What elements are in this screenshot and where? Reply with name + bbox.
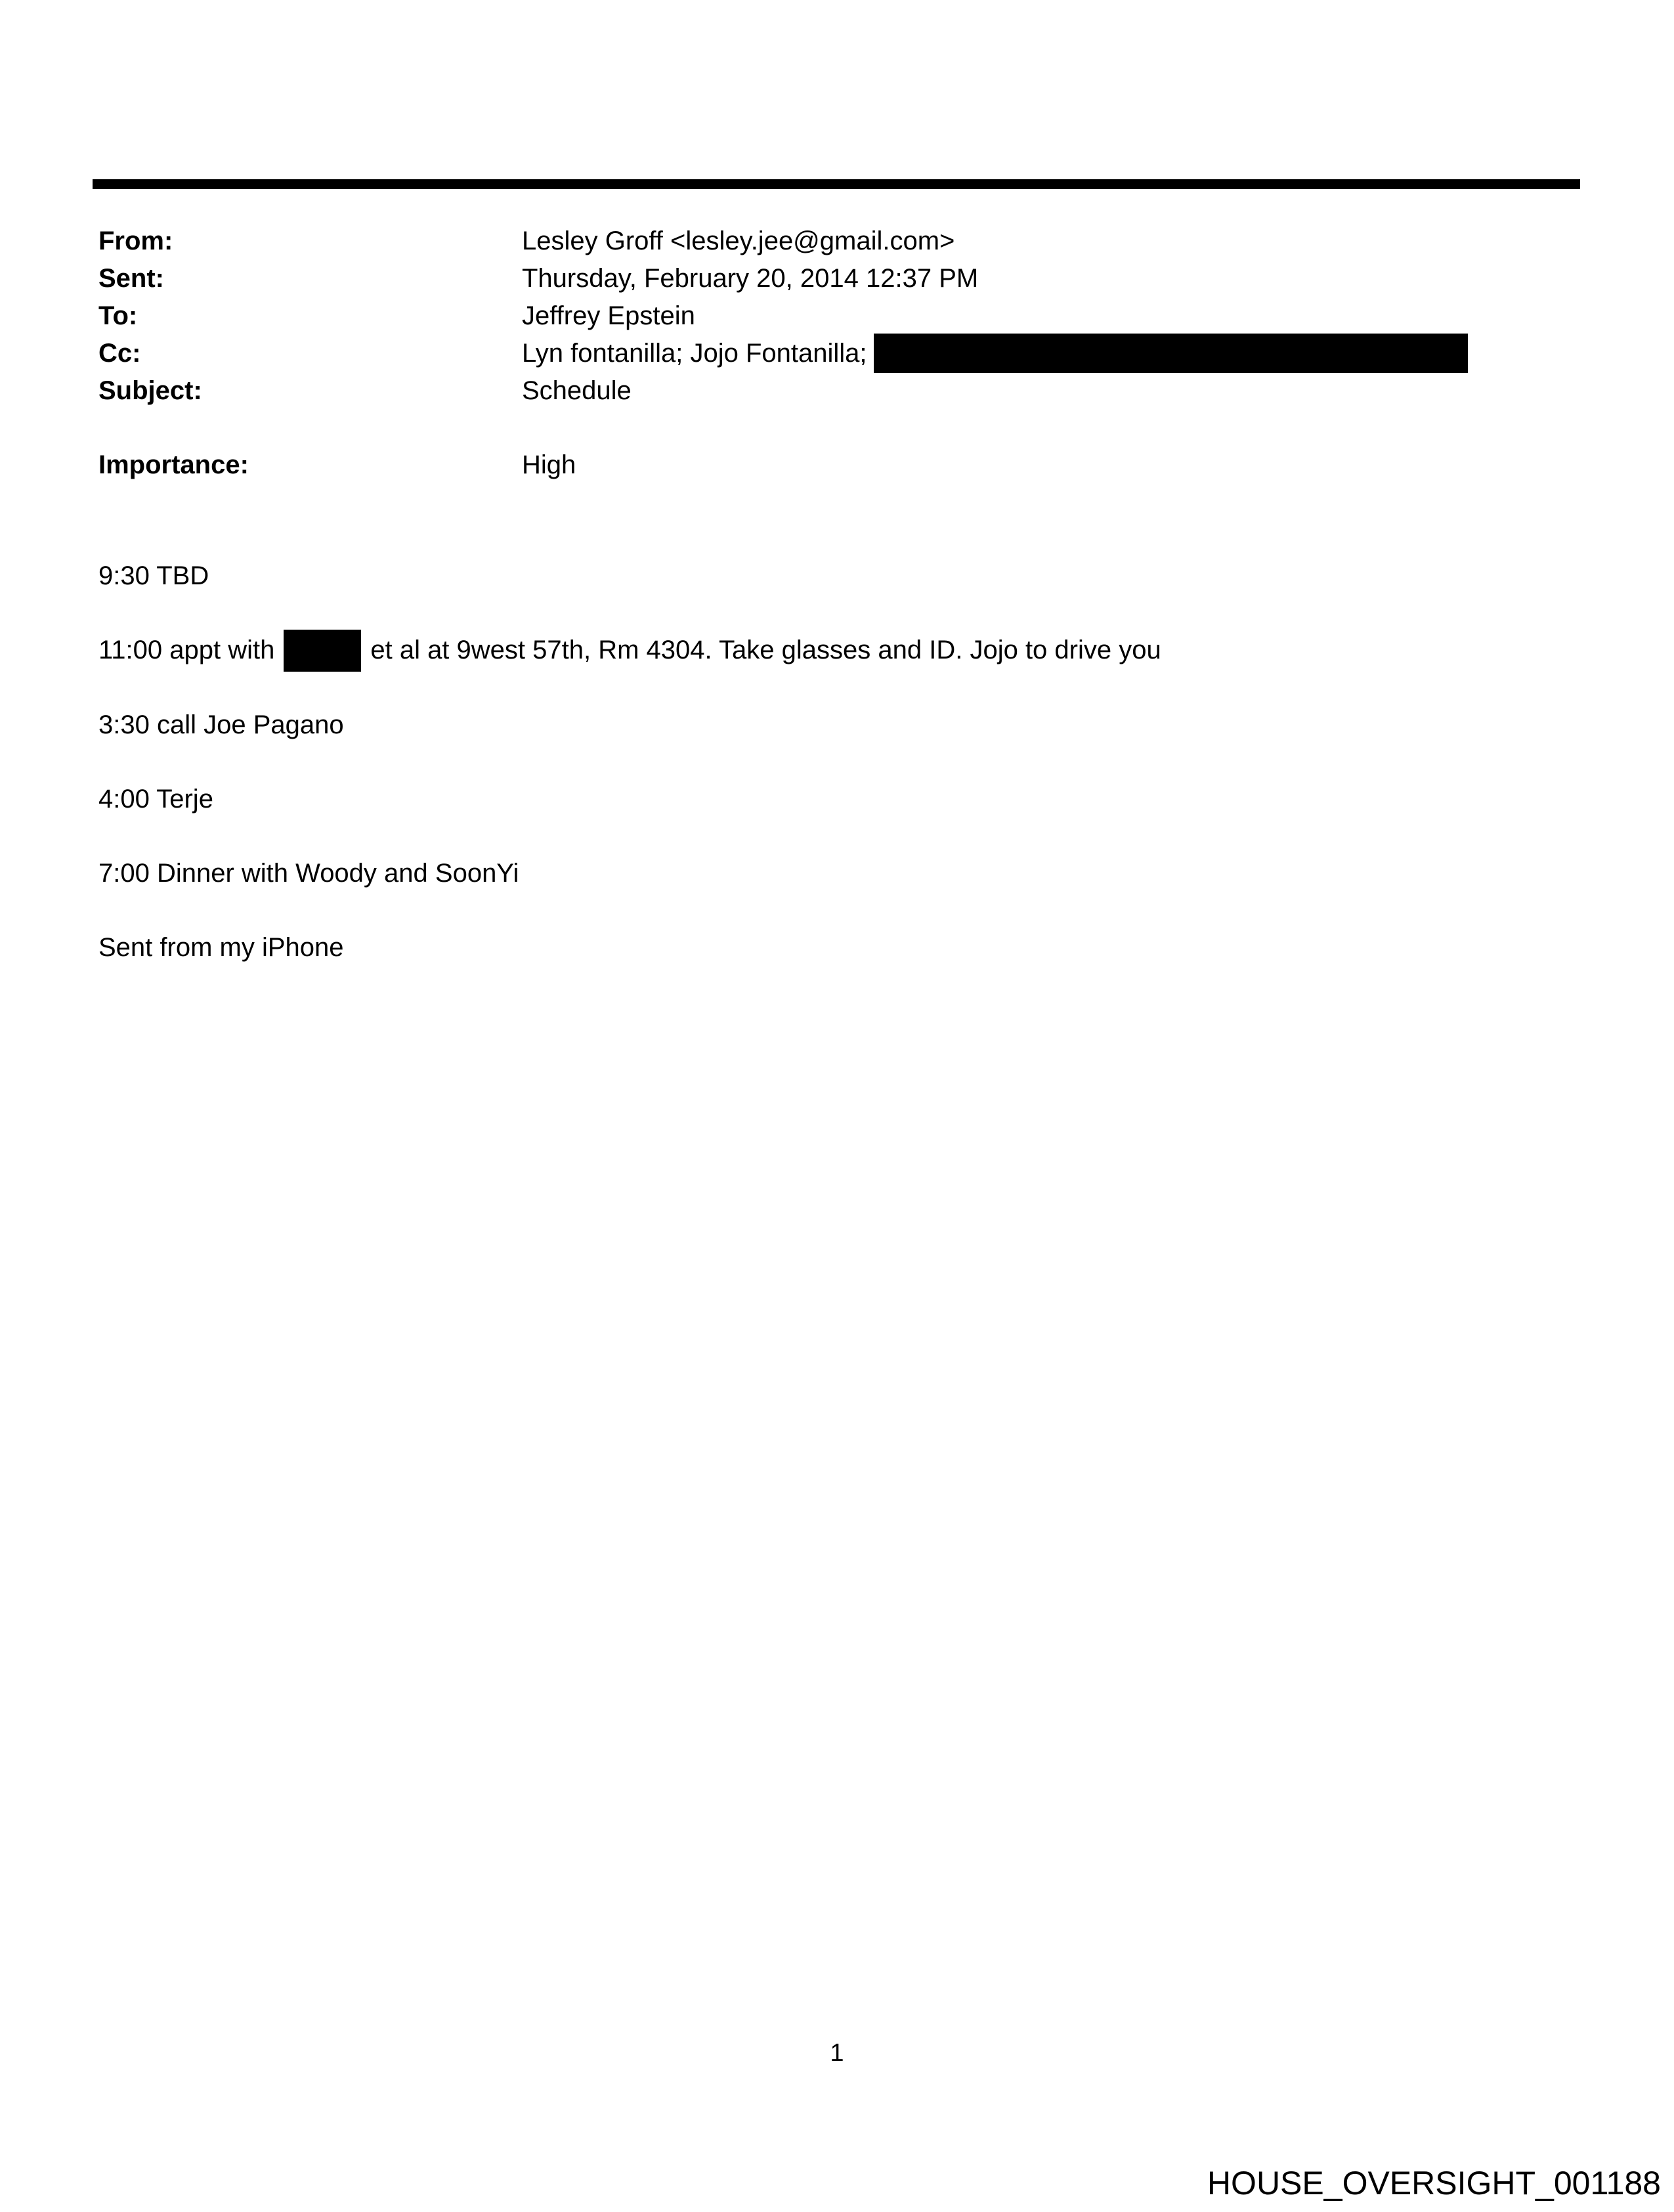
cc-value-text: Lyn fontanilla; Jojo Fontanilla; (522, 339, 867, 368)
header-row-subject (98, 372, 1468, 410)
from-label: From: (98, 227, 173, 255)
header-divider-rule (93, 179, 1580, 189)
importance-value: High (522, 450, 576, 479)
inline-redaction-box (284, 630, 361, 672)
body-line-930: 9:30 TBD (98, 561, 209, 590)
importance-label: Importance: (98, 450, 249, 479)
subject-value: Schedule (522, 376, 632, 405)
sent-value: Thursday, February 20, 2014 12:37 PM (522, 264, 979, 293)
sent-label: Sent: (98, 264, 164, 293)
email-header-block (98, 223, 1468, 410)
page-number: 1 (830, 2039, 844, 2067)
header-row-sent (98, 260, 1468, 297)
from-value: Lesley Groff <lesley.jee@gmail.com> (522, 227, 955, 255)
body-line-330: 3:30 call Joe Pagano (98, 710, 344, 739)
header-row-to (98, 297, 1468, 335)
header-row-from (98, 223, 1468, 260)
body-line-1100-post: et al at 9west 57th, Rm 4304. Take glasses and ID. Jojo to drive you (370, 636, 1161, 664)
signature-line: Sent from my iPhone (98, 933, 344, 962)
header-row-cc (98, 335, 1468, 372)
cc-redaction-bar (874, 334, 1468, 373)
email-body (98, 557, 1608, 1003)
bates-number: HOUSE_OVERSIGHT_001188 (1207, 2165, 1661, 2201)
to-value: Jeffrey Epstein (522, 301, 695, 330)
subject-label: Subject: (98, 376, 202, 405)
body-line-400: 4:00 Terje (98, 785, 213, 813)
body-line-1100-pre: 11:00 appt with (98, 636, 275, 664)
importance-block (98, 446, 576, 484)
body-line-700: 7:00 Dinner with Woody and SoonYi (98, 859, 519, 888)
to-label: To: (98, 301, 138, 330)
header-row-importance (98, 446, 576, 484)
cc-value (522, 335, 1468, 372)
body-line-1100 (98, 632, 1608, 670)
cc-label: Cc: (98, 339, 141, 368)
